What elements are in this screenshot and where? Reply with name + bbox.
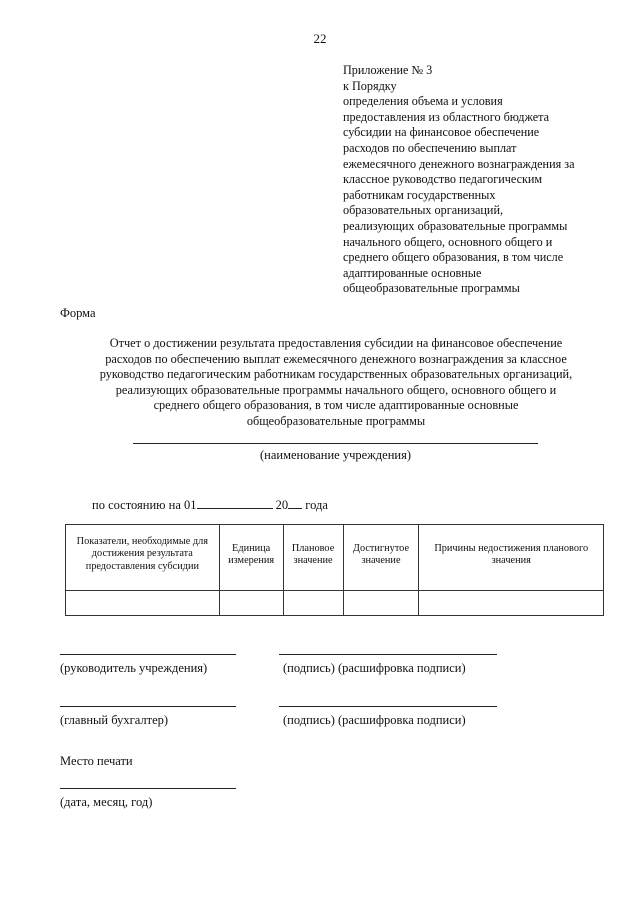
appendix-line: начального общего, основного общего и	[343, 234, 553, 249]
appendix-line: субсидии на финансовое обеспечение	[343, 125, 540, 140]
stamp-place-label: Место печати	[60, 754, 133, 768]
appendix-line: среднего общего образования, в том числе	[343, 250, 564, 265]
institution-name-field[interactable]	[133, 443, 538, 444]
cell-reasons[interactable]	[419, 591, 604, 616]
head-signature-field[interactable]	[279, 654, 497, 655]
title-line: расходов по обеспечению выплат ежемесячного денежного вознаграждения за классное	[105, 351, 567, 366]
appendix-block	[343, 63, 633, 297]
cell-planned[interactable]	[283, 591, 343, 616]
as-of-suffix: года	[305, 498, 328, 512]
appendix-line: общеобразовательные программы	[343, 281, 520, 296]
institution-caption: (наименование учреждения)	[260, 448, 411, 462]
page-number: 22	[313, 31, 327, 46]
appendix-line: ежемесячного денежного вознаграждения за	[343, 156, 575, 171]
table-row	[66, 591, 604, 616]
header-cell-unit: Единица измерения	[219, 525, 283, 591]
date-field[interactable]	[60, 788, 236, 789]
appendix-line: расходов по обеспечению выплат	[343, 140, 517, 155]
header-cell-indicators: Показатели, необходимые для достижения результата предоставления субсидии	[66, 525, 220, 591]
header-cell-reasons: Причины недостижения планового значения	[419, 525, 604, 591]
report-title	[40, 336, 632, 430]
indicators-table	[65, 524, 604, 616]
date-month-field[interactable]	[197, 497, 273, 509]
appendix-line: адаптированные основные	[343, 265, 482, 280]
accountant-caption: (главный бухгалтер)	[60, 713, 169, 727]
appendix-line: к Порядку	[343, 78, 397, 93]
appendix-line: предоставления из областного бюджета	[343, 109, 550, 124]
appendix-line: образовательных организаций,	[343, 203, 504, 218]
as-of-date	[92, 497, 328, 513]
as-of-prefix: по состоянию на 01	[92, 498, 197, 512]
title-line: среднего общего образования, в том числе адаптированные основные	[153, 398, 519, 413]
accountant-signature-field[interactable]	[279, 706, 497, 707]
head-name-field[interactable]	[60, 654, 236, 655]
appendix-line: классное руководство педагогическим	[343, 172, 543, 187]
date-caption: (дата, месяц, год)	[60, 795, 153, 809]
accountant-name-field[interactable]	[60, 706, 236, 707]
cell-achieved[interactable]	[343, 591, 419, 616]
head-sign-caption: (подпись) (расшифровка подписи)	[283, 661, 466, 675]
title-line: Отчет о достижении результата предоставления субсидии на финансовое обеспечение	[109, 336, 563, 350]
appendix-line: реализующих образовательные программы	[343, 218, 568, 233]
head-caption: (руководитель учреждения)	[60, 661, 208, 675]
date-year-field[interactable]	[288, 497, 302, 509]
table-header-row	[66, 525, 604, 591]
title-line: руководство педагогическим работникам государственных образовательных организаций,	[99, 367, 573, 382]
cell-indicators[interactable]	[66, 591, 220, 616]
form-label: Форма	[60, 306, 96, 320]
header-cell-achieved: Достигнутое значение	[343, 525, 419, 591]
header-cell-planned: Плановое значение	[283, 525, 343, 591]
appendix-line: определения объема и условия	[343, 94, 503, 109]
appendix-line: работникам государственных	[343, 187, 496, 202]
year-prefix: 20	[275, 498, 289, 512]
cell-unit[interactable]	[219, 591, 283, 616]
title-line: реализующих образовательные программы начального общего, основного общего и	[115, 382, 557, 397]
appendix-line: Приложение № 3	[343, 63, 433, 77]
title-line: общеобразовательные программы	[246, 413, 426, 428]
accountant-sign-caption: (подпись) (расшифровка подписи)	[283, 713, 466, 727]
